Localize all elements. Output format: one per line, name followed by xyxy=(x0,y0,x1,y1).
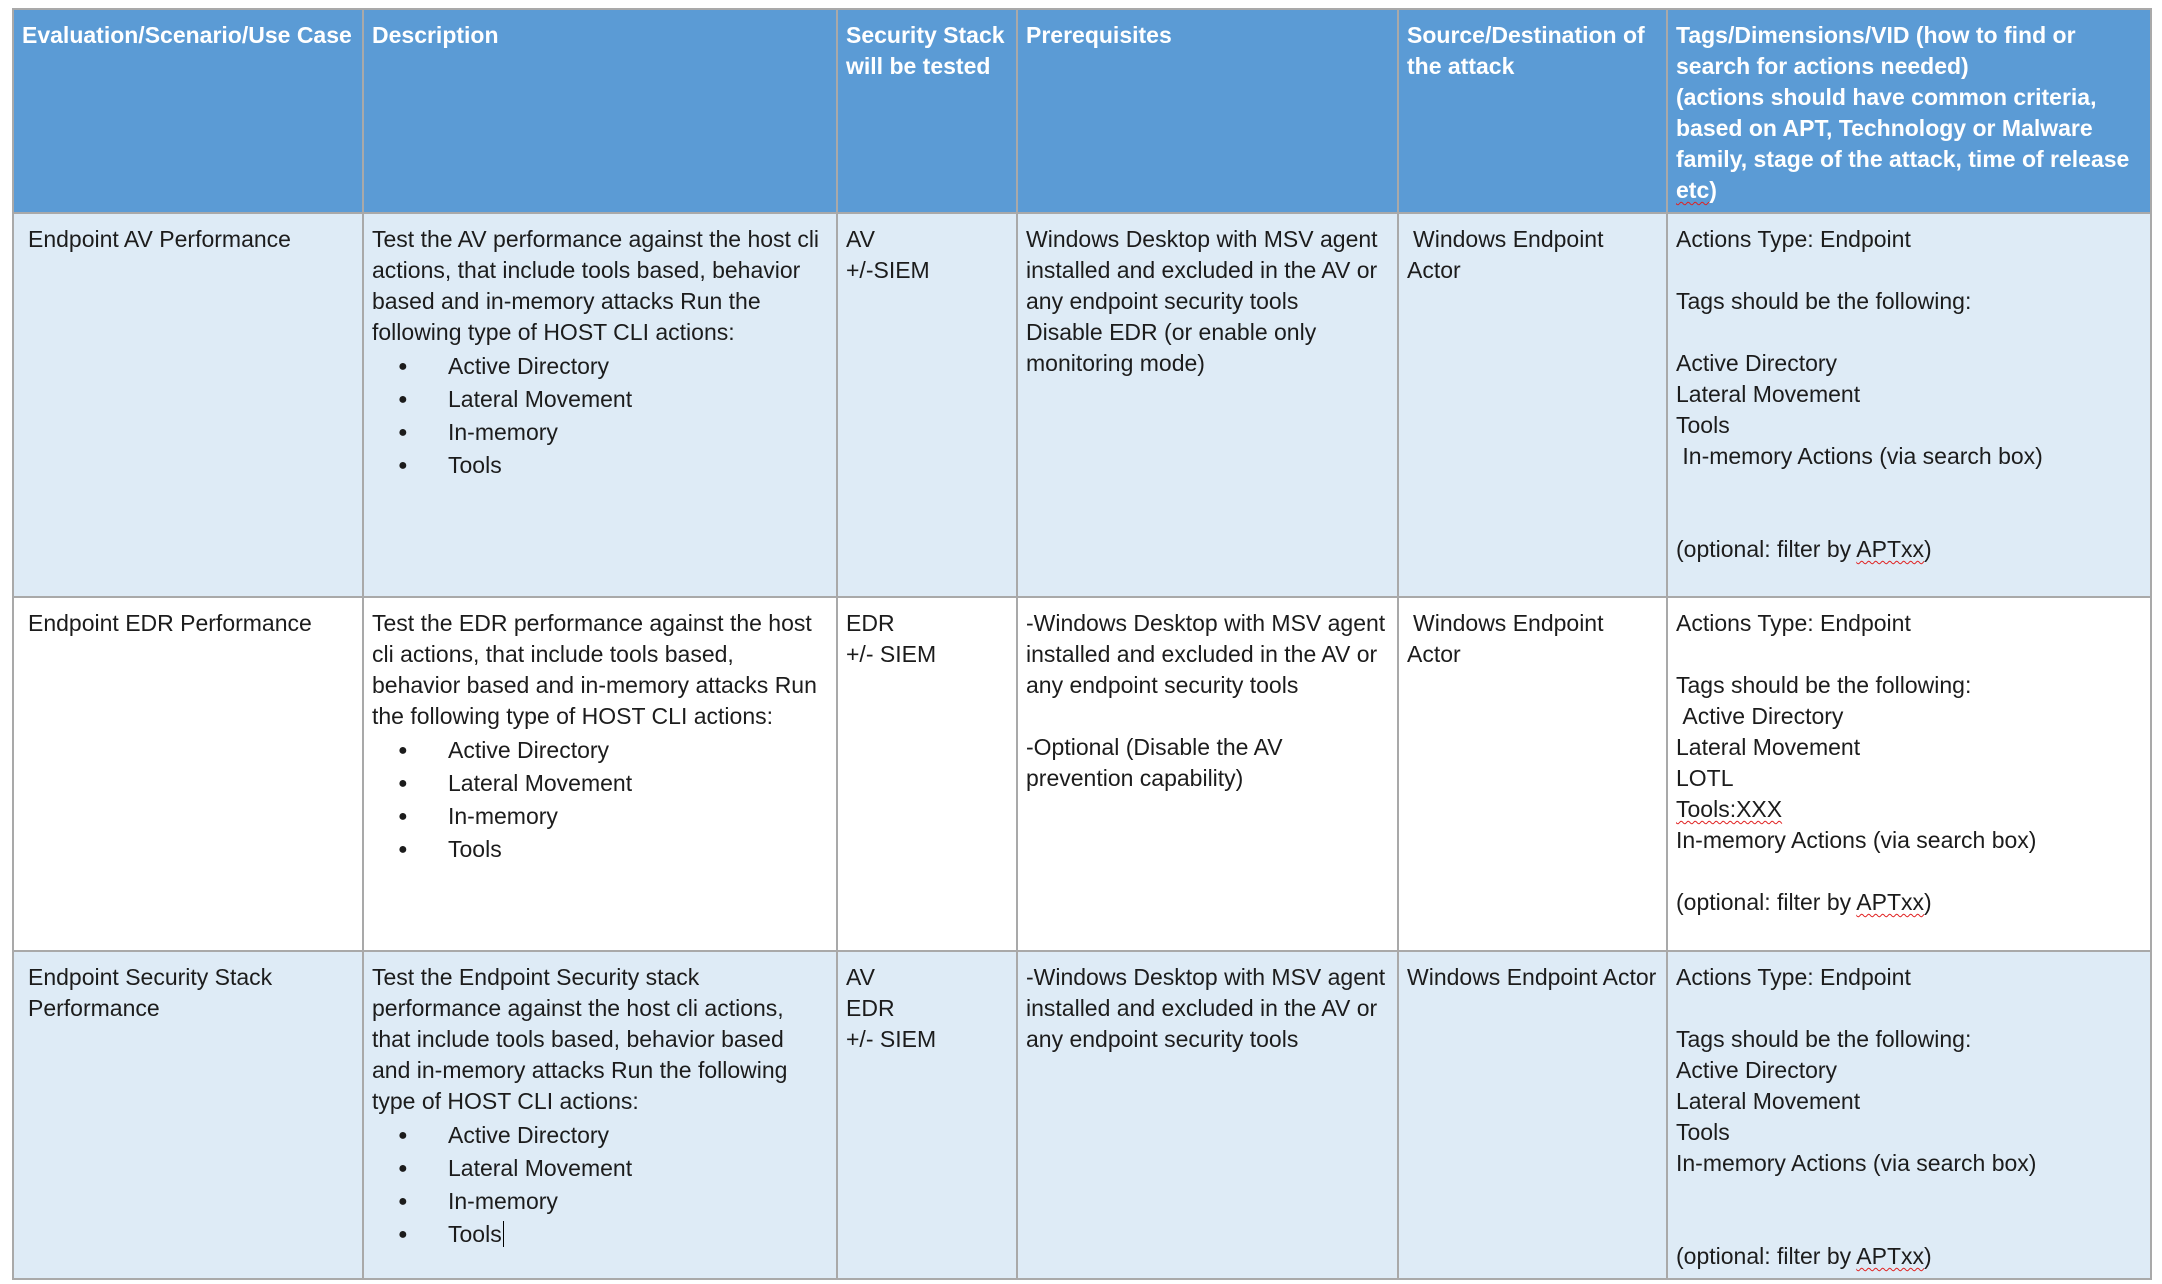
cell-use-case: Endpoint AV Performance xyxy=(13,213,363,597)
bullet-icon: ● xyxy=(398,841,408,858)
spellcheck-word: etc xyxy=(1676,177,1710,203)
header-tags xyxy=(1667,9,2151,213)
list-item: ● Active Directory xyxy=(372,350,828,383)
cell-prerequisites: -Windows Desktop with MSV agent installed and excluded in the AV or any endpoint security tools xyxy=(1017,951,1398,1279)
bullet-icon: ● xyxy=(398,1193,408,1210)
header-tags-line2: (actions should have common criteria, based on APT, Technology or Malware family, stage of the attack, time of release etc) xyxy=(1676,84,2136,203)
cell-source: Windows Endpoint Actor xyxy=(1398,951,1667,1279)
bullet-list xyxy=(372,734,828,866)
cell-source: Windows Endpoint Actor xyxy=(1398,213,1667,597)
bullet-icon: ● xyxy=(398,358,408,375)
spellcheck-word: APTxx xyxy=(1856,889,1924,915)
header-tags-line1: Tags/Dimensions/VID (how to find or search for actions needed) xyxy=(1676,22,2082,79)
cell-prerequisites: Windows Desktop with MSV agent installed and excluded in the AV or any endpoint security tools Disable EDR (or enable only monitoring mode) xyxy=(1017,213,1398,597)
cell-security-stack: AV EDR +/- SIEM xyxy=(837,951,1017,1279)
bullet-icon: ● xyxy=(398,1226,408,1243)
text-cursor xyxy=(503,1221,504,1247)
bullet-list xyxy=(372,1119,828,1251)
cell-tags: Actions Type: Endpoint Tags should be the following: Active Directory Lateral Movement Tools In-memory Actions (via search box) (optional: filter by APTxx) xyxy=(1667,213,2151,597)
cell-source: Windows Endpoint Actor xyxy=(1398,597,1667,951)
cell-description: Test the EDR performance against the host cli actions, that include tools based, behavior based and in-memory attacks Run the following type of HOST CLI actions: ● Active Directory ● Lateral Movement ● In-memory ● Tools xyxy=(363,597,837,951)
list-item: ● In-memory xyxy=(372,1185,828,1218)
bullet-icon: ● xyxy=(398,457,408,474)
bullet-icon: ● xyxy=(398,1160,408,1177)
header-security-stack: Security Stack will be tested xyxy=(837,9,1017,213)
bullet-icon: ● xyxy=(398,424,408,441)
list-item: ● In-memory xyxy=(372,416,828,449)
list-item: ● In-memory xyxy=(372,800,828,833)
list-item: ● Active Directory xyxy=(372,734,828,767)
header-row xyxy=(13,9,2151,213)
cell-use-case: Endpoint Security Stack Performance xyxy=(13,951,363,1279)
list-item: ● Tools xyxy=(372,833,828,866)
list-item: ● Active Directory xyxy=(372,1119,828,1152)
bullet-list xyxy=(372,350,828,482)
list-item: ● Tools xyxy=(372,1218,828,1251)
cell-use-case: Endpoint EDR Performance xyxy=(13,597,363,951)
list-item: ● Tools xyxy=(372,449,828,482)
cell-security-stack: EDR +/- SIEM xyxy=(837,597,1017,951)
header-prerequisites: Prerequisites xyxy=(1017,9,1398,213)
list-item: ● Lateral Movement xyxy=(372,767,828,800)
bullet-icon: ● xyxy=(398,808,408,825)
cell-security-stack: AV +/-SIEM xyxy=(837,213,1017,597)
header-description: Description xyxy=(363,9,837,213)
table-row xyxy=(13,597,2151,951)
bullet-icon: ● xyxy=(398,742,408,759)
cell-tags: Actions Type: Endpoint Tags should be the following: Active Directory Lateral Movement LOTL Tools:XXX In-memory Actions (via search box) (optional: filter by APTxx) xyxy=(1667,597,2151,951)
evaluation-scenarios-table xyxy=(12,8,2152,1280)
bullet-icon: ● xyxy=(398,775,408,792)
cell-tags: Actions Type: Endpoint Tags should be the following: Active Directory Lateral Movement Tools In-memory Actions (via search box) (optional: filter by APTxx) xyxy=(1667,951,2151,1279)
cell-description: Test the AV performance against the host cli actions, that include tools based, behavior based and in-memory attacks Run the following type of HOST CLI actions: ● Active Directory ● Lateral Movement ● In-memory ● Tools xyxy=(363,213,837,597)
table-row xyxy=(13,951,2151,1279)
list-item: ● Lateral Movement xyxy=(372,1152,828,1185)
table-body xyxy=(13,213,2151,1279)
list-item: ● Lateral Movement xyxy=(372,383,828,416)
table-row xyxy=(13,213,2151,597)
header-source-destination: Source/Destination of the attack xyxy=(1398,9,1667,213)
bullet-icon: ● xyxy=(398,391,408,408)
spellcheck-word: APTxx xyxy=(1856,1243,1924,1269)
bullet-icon: ● xyxy=(398,1127,408,1144)
spellcheck-word: Tools:XXX xyxy=(1676,796,1783,822)
cell-description: Test the Endpoint Security stack performance against the host cli actions, that include tools based, behavior based and in-memory attacks Run the following type of HOST CLI actions: ● Active Directory ● Lateral Movement ● In-memory ● Tools xyxy=(363,951,837,1279)
cell-prerequisites: -Windows Desktop with MSV agent installed and excluded in the AV or any endpoint security tools -Optional (Disable the AV prevention capability) xyxy=(1017,597,1398,951)
spellcheck-word: APTxx xyxy=(1856,536,1924,562)
table-header xyxy=(13,9,2151,213)
header-use-case: Evaluation/Scenario/Use Case xyxy=(13,9,363,213)
